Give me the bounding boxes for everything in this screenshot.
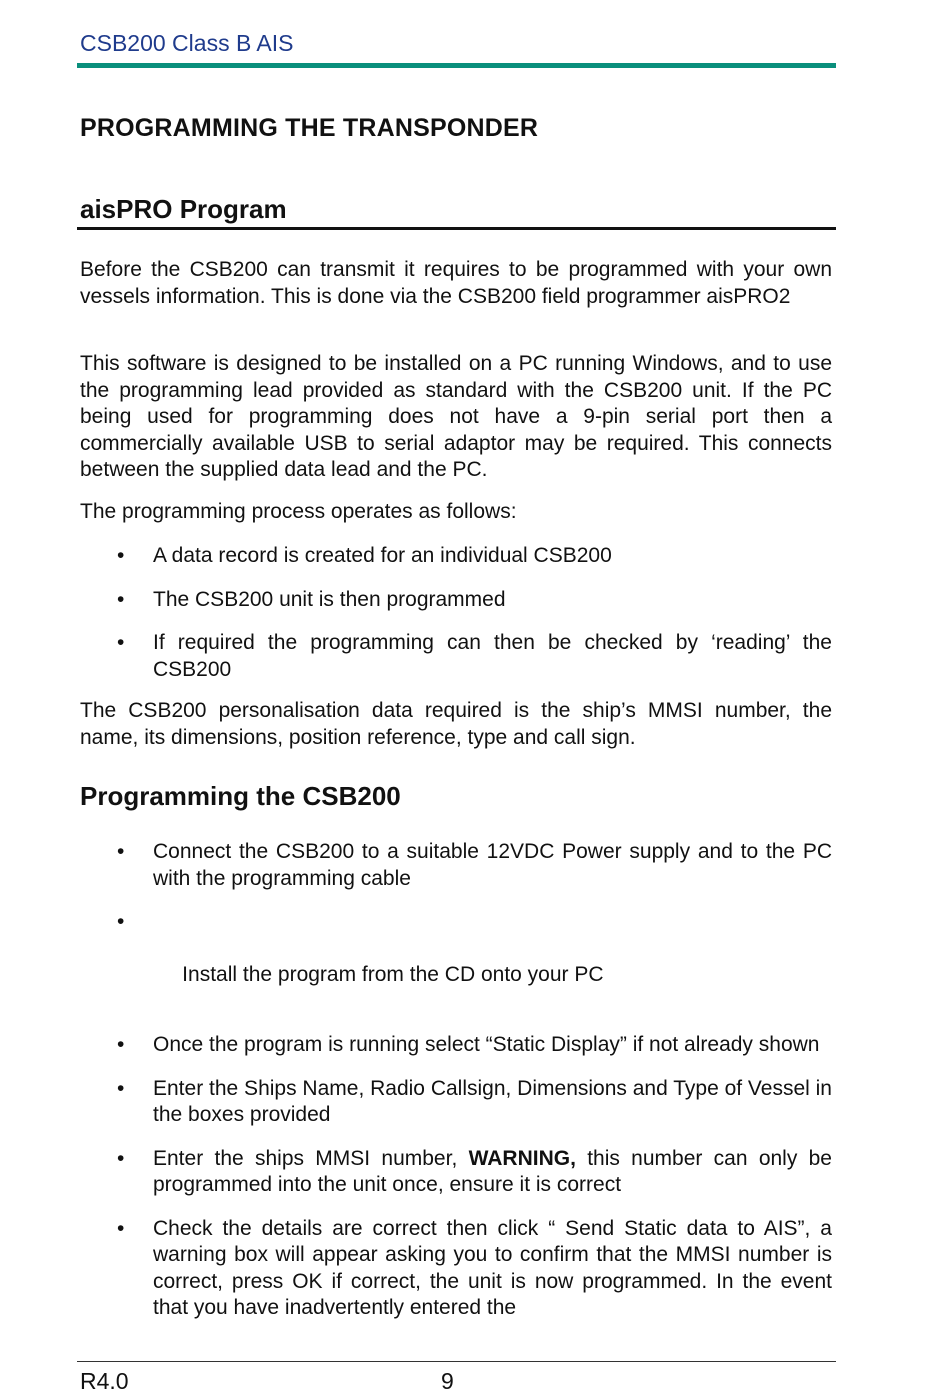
list-item [80,909,832,1015]
bullet-icon: • [117,1216,125,1240]
paragraph-personalisation: The CSB200 personalisation data required is the ship’s MMSI number, the name, its dimensions, position reference, type and call sign. [80,699,832,749]
programming-steps-list [80,839,838,1322]
bullet-icon: • [117,544,125,567]
list-item-text [153,1147,838,1197]
warning-prefix-text: Enter the ships MMSI number, [153,1146,469,1170]
section-heading-rule [77,227,836,230]
list-item-text: The CSB200 unit is then programmed [153,587,506,611]
page-number: 9 [441,1368,454,1394]
paragraph-intro: Before the CSB200 can transmit it requires to be programmed with your own vessels information. This is done via the CSB200 field programmer aisPRO2 [80,258,832,308]
running-header: CSB200 Class B AIS [80,30,294,56]
page-title: PROGRAMMING THE TRANSPONDER [80,114,539,142]
list-item-text: A data record is created for an individual CSB200 [153,544,612,567]
list-item [80,543,832,570]
bullet-icon: • [117,587,125,611]
list-item-text: Enter the Ships Name, Radio Callsign, Dimensions and Type of Vessel in the boxes provided [153,1076,832,1126]
bullet-icon: • [117,840,125,863]
list-item-text: Check the details are correct then click “ Send Static data to AIS”, a warning box will appear asking you to confirm that the MMSI number is correct, press OK if correct, the unit is now programmed. In the event that you have inadvertently entered the [153,1216,832,1319]
list-item [80,1076,832,1129]
section-heading-programming: Programming the CSB200 [80,781,401,811]
list-item [80,1216,832,1322]
bullet-icon: • [117,1076,125,1100]
list-item [80,1032,832,1059]
list-item [80,587,832,614]
list-item-text: Install the program from the CD onto your PC [176,963,604,986]
list-item-text: If required the programming can then be checked by ‘reading’ the CSB200 [153,631,832,681]
footer-rule [77,1361,836,1362]
bullet-icon: • [117,631,125,654]
list-item-text: Once the program is running select “Static Display” if not already shown [153,1033,820,1056]
bullet-icon: • [117,1033,125,1056]
process-bullet-list [80,543,832,683]
list-item [80,839,832,892]
section-heading-aispro: aisPRO Program [80,194,287,224]
paragraph-software: This software is designed to be installed on a PC running Windows, and to use the programming lead provided as standard with the CSB200 unit. If the PC being used for programming does not have a 9-pin serial port then a commercially available USB to serial adaptor may be required. This connects between the supplied data lead and the PC. [80,352,832,481]
footer-revision: R4.0 [80,1368,129,1394]
paragraph-process: The programming process operates as follows: [80,500,517,523]
list-item [80,1146,838,1199]
list-item [80,630,832,683]
bullet-icon: • [117,910,125,933]
warning-label: WARNING, [468,1146,576,1170]
header-rule [77,63,836,68]
warning-suffix-text: this number can only be programmed into the unit once, ensure it is correct [153,1146,838,1196]
bullet-icon: • [117,1146,125,1170]
list-item-text: Connect the CSB200 to a suitable 12VDC Power supply and to the PC with the programming cable [153,840,832,890]
